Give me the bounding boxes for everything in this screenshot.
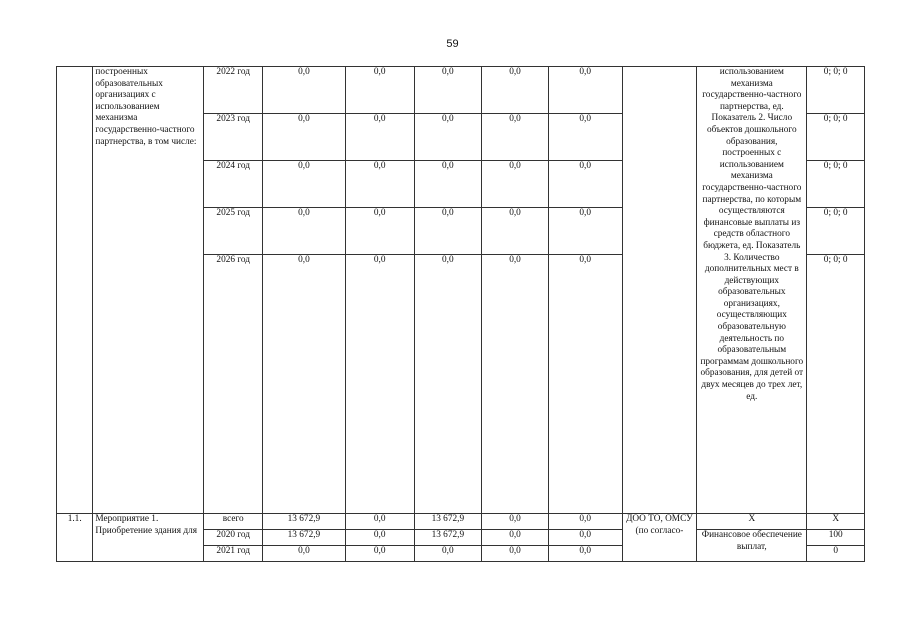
value-cell: 0,0 (345, 161, 414, 208)
target-cell: Х (807, 514, 865, 530)
target-cell: 100 (807, 530, 865, 546)
year-cell: 2023 год (204, 114, 263, 161)
value-cell: 0,0 (482, 114, 549, 161)
value-cell: 0,0 (482, 67, 549, 114)
executor-cell: ДОО ТО, ОМСУ (по согласо- (622, 514, 697, 562)
value-cell: 0,0 (414, 114, 482, 161)
value-cell: 0,0 (548, 208, 622, 255)
year-cell: 2026 год (204, 255, 263, 514)
value-cell: 0,0 (414, 67, 482, 114)
value-cell: 0,0 (263, 546, 346, 562)
target-cell: 0; 0; 0 (807, 67, 865, 114)
indicator-cell: Финансовое обеспечение выплат, (697, 530, 807, 562)
value-cell: 0,0 (548, 114, 622, 161)
page-number: 59 (446, 38, 459, 50)
value-cell: 0,0 (414, 161, 482, 208)
value-cell: 0,0 (263, 114, 346, 161)
year-cell: 2024 год (204, 161, 263, 208)
value-cell: 0,0 (263, 161, 346, 208)
year-cell: всего (204, 514, 263, 530)
value-cell: 0,0 (345, 514, 414, 530)
value-cell: 0,0 (548, 530, 622, 546)
value-cell: 13 672,9 (263, 514, 346, 530)
value-cell: 0,0 (345, 114, 414, 161)
value-cell: 0,0 (345, 208, 414, 255)
target-cell: 0; 0; 0 (807, 208, 865, 255)
indicator-cell: использованием механизма государственно-частного партнерства, ед. Показатель 2. Число объектов дошкольного образования, построенных с использованием механизма государственно-частного партнерства, по которым осуществляются финансовые выплаты из средств областного бюджета, ед. Показатель 3. Количество дополнительных мест в действующих образовательных организациях, осуществляющих образовательную деятельность по образовательным программам дошкольного образования, для детей от двух месяцев до трех лет, ед. (697, 67, 807, 514)
value-cell: 0,0 (482, 546, 549, 562)
value-cell: 0,0 (345, 255, 414, 514)
value-cell: 0,0 (345, 546, 414, 562)
year-cell: 2021 год (204, 546, 263, 562)
row-number-cell: 1.1. (57, 514, 93, 562)
value-cell: 0,0 (263, 67, 346, 114)
executor-cell (622, 67, 697, 514)
description-cell: построенных образовательных организациях с использованием механизма государственно-частного партнерства, в том числе: (93, 67, 204, 514)
value-cell: 0,0 (548, 67, 622, 114)
target-cell: 0 (807, 546, 865, 562)
value-cell: 0,0 (263, 208, 346, 255)
value-cell: 0,0 (414, 546, 482, 562)
value-cell: 13 672,9 (414, 514, 482, 530)
value-cell: 13 672,9 (414, 530, 482, 546)
description-cell: Мероприятие 1. Приобретение здания для (93, 514, 204, 562)
value-cell: 0,0 (482, 530, 549, 546)
table-row (57, 514, 865, 530)
table-row (57, 67, 865, 114)
value-cell: 13 672,9 (263, 530, 346, 546)
value-cell: 0,0 (345, 67, 414, 114)
row-number-cell (57, 67, 93, 514)
program-table (56, 66, 865, 562)
value-cell: 0,0 (548, 255, 622, 514)
target-cell: 0; 0; 0 (807, 114, 865, 161)
year-cell: 2020 год (204, 530, 263, 546)
value-cell: 0,0 (482, 514, 549, 530)
value-cell: 0,0 (482, 208, 549, 255)
target-cell: 0; 0; 0 (807, 161, 865, 208)
indicator-cell: Х (697, 514, 807, 530)
year-cell: 2022 год (204, 67, 263, 114)
year-cell: 2025 год (204, 208, 263, 255)
value-cell: 0,0 (482, 161, 549, 208)
value-cell: 0,0 (263, 255, 346, 514)
value-cell: 0,0 (345, 530, 414, 546)
target-cell: 0; 0; 0 (807, 255, 865, 514)
value-cell: 0,0 (482, 255, 549, 514)
value-cell: 0,0 (548, 514, 622, 530)
value-cell: 0,0 (548, 161, 622, 208)
value-cell: 0,0 (548, 546, 622, 562)
value-cell: 0,0 (414, 255, 482, 514)
value-cell: 0,0 (414, 208, 482, 255)
